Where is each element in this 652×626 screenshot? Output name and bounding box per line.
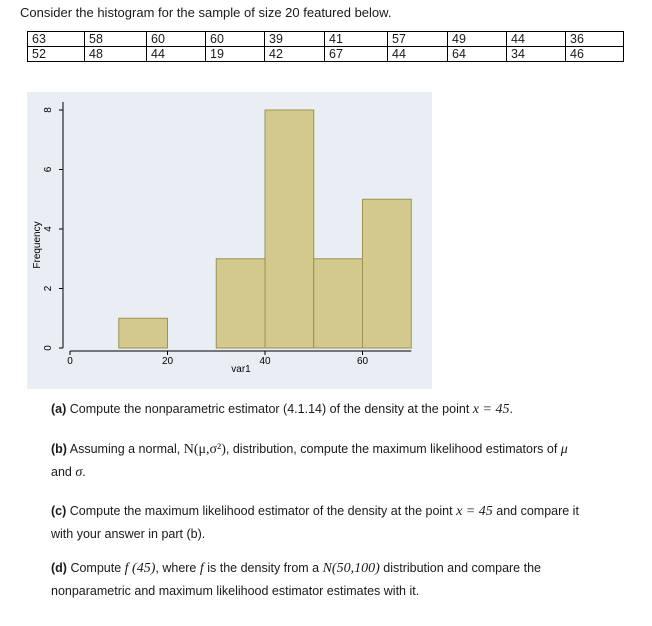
y-tick-label: 2: [43, 285, 54, 292]
y-tick-label: 6: [43, 166, 54, 173]
question-text: Assuming a normal,: [69, 442, 181, 456]
question-text: is the density from a: [207, 561, 320, 575]
table-cell: 63: [28, 32, 85, 47]
question-text: and: [51, 465, 72, 479]
math-expression: x = 45: [472, 402, 510, 417]
y-tick-label: 4: [43, 226, 54, 232]
math-symbol: f: [199, 561, 204, 576]
table-cell: 57: [388, 32, 448, 47]
math-symbol: μ: [560, 442, 568, 457]
table-cell: 49: [448, 32, 507, 47]
math-expression: f (45): [124, 561, 156, 576]
x-tick-label: 60: [356, 356, 369, 367]
question-label: (c): [51, 504, 67, 518]
question-text: with your answer in part (b).: [51, 527, 206, 541]
table-cell: 34: [507, 47, 566, 62]
table-cell: 44: [507, 32, 566, 47]
y-axis-label: Frequency: [32, 221, 43, 269]
table-cell: 44: [388, 47, 448, 62]
y-tick-label: 0: [43, 345, 54, 351]
question-text: Compute the nonparametric estimator (4.1.14) of the density at the point: [69, 402, 470, 416]
question-text: distribution and compare the: [383, 561, 541, 575]
table-cell: 60: [147, 32, 206, 47]
question-text: , where: [155, 561, 197, 575]
question-d: [51, 557, 621, 602]
math-expression: N(50,100): [322, 561, 380, 576]
y-tick-label: 8: [43, 107, 54, 113]
question-text: nonparametric and maximum likelihood estimator estimates with it.: [51, 584, 420, 598]
math-symbol: σ: [75, 465, 83, 480]
histogram-bar: [119, 318, 168, 348]
table-cell: 44: [147, 47, 206, 62]
question-b: [51, 438, 621, 484]
question-text: .: [82, 465, 86, 479]
x-tick-label: 20: [161, 356, 174, 367]
table-cell: 41: [325, 32, 388, 47]
histogram-bar: [363, 199, 412, 348]
table-cell: 36: [566, 32, 624, 47]
question-a: [51, 398, 621, 421]
histogram-bar: [314, 259, 363, 348]
table-cell: 42: [265, 47, 325, 62]
histogram-bar: [216, 259, 265, 348]
math-expression: x = 45: [456, 504, 493, 519]
x-axis-label: var1: [231, 364, 251, 375]
histogram-bar: [265, 110, 314, 348]
x-tick-label: 40: [259, 356, 271, 367]
question-text: Compute the maximum likelihood estimator of the density at the point: [69, 504, 453, 518]
x-tick-label: 0: [67, 356, 73, 367]
table-cell: 52: [28, 47, 85, 62]
table-cell: 64: [448, 47, 507, 62]
intro-text: Consider the histogram for the sample of size 20 featured below.: [20, 5, 392, 20]
math-expression: N(μ,σ²): [183, 442, 226, 457]
question-label: (d): [51, 561, 67, 575]
table-cell: 46: [566, 47, 624, 62]
question-text: and compare it: [496, 504, 579, 518]
table-cell: 19: [206, 47, 265, 62]
table-cell: 60: [206, 32, 265, 47]
table-cell: 67: [325, 47, 388, 62]
question-label: (b): [51, 442, 67, 456]
question-label: (a): [51, 402, 67, 416]
question-c: [51, 500, 621, 545]
table-cell: 39: [265, 32, 325, 47]
question-text: .: [509, 402, 513, 416]
question-text: Compute: [70, 561, 122, 575]
question-text: , distribution, compute the maximum likelihood estimators of: [225, 442, 558, 456]
table-cell: 58: [85, 32, 147, 47]
table-cell: 48: [85, 47, 147, 62]
